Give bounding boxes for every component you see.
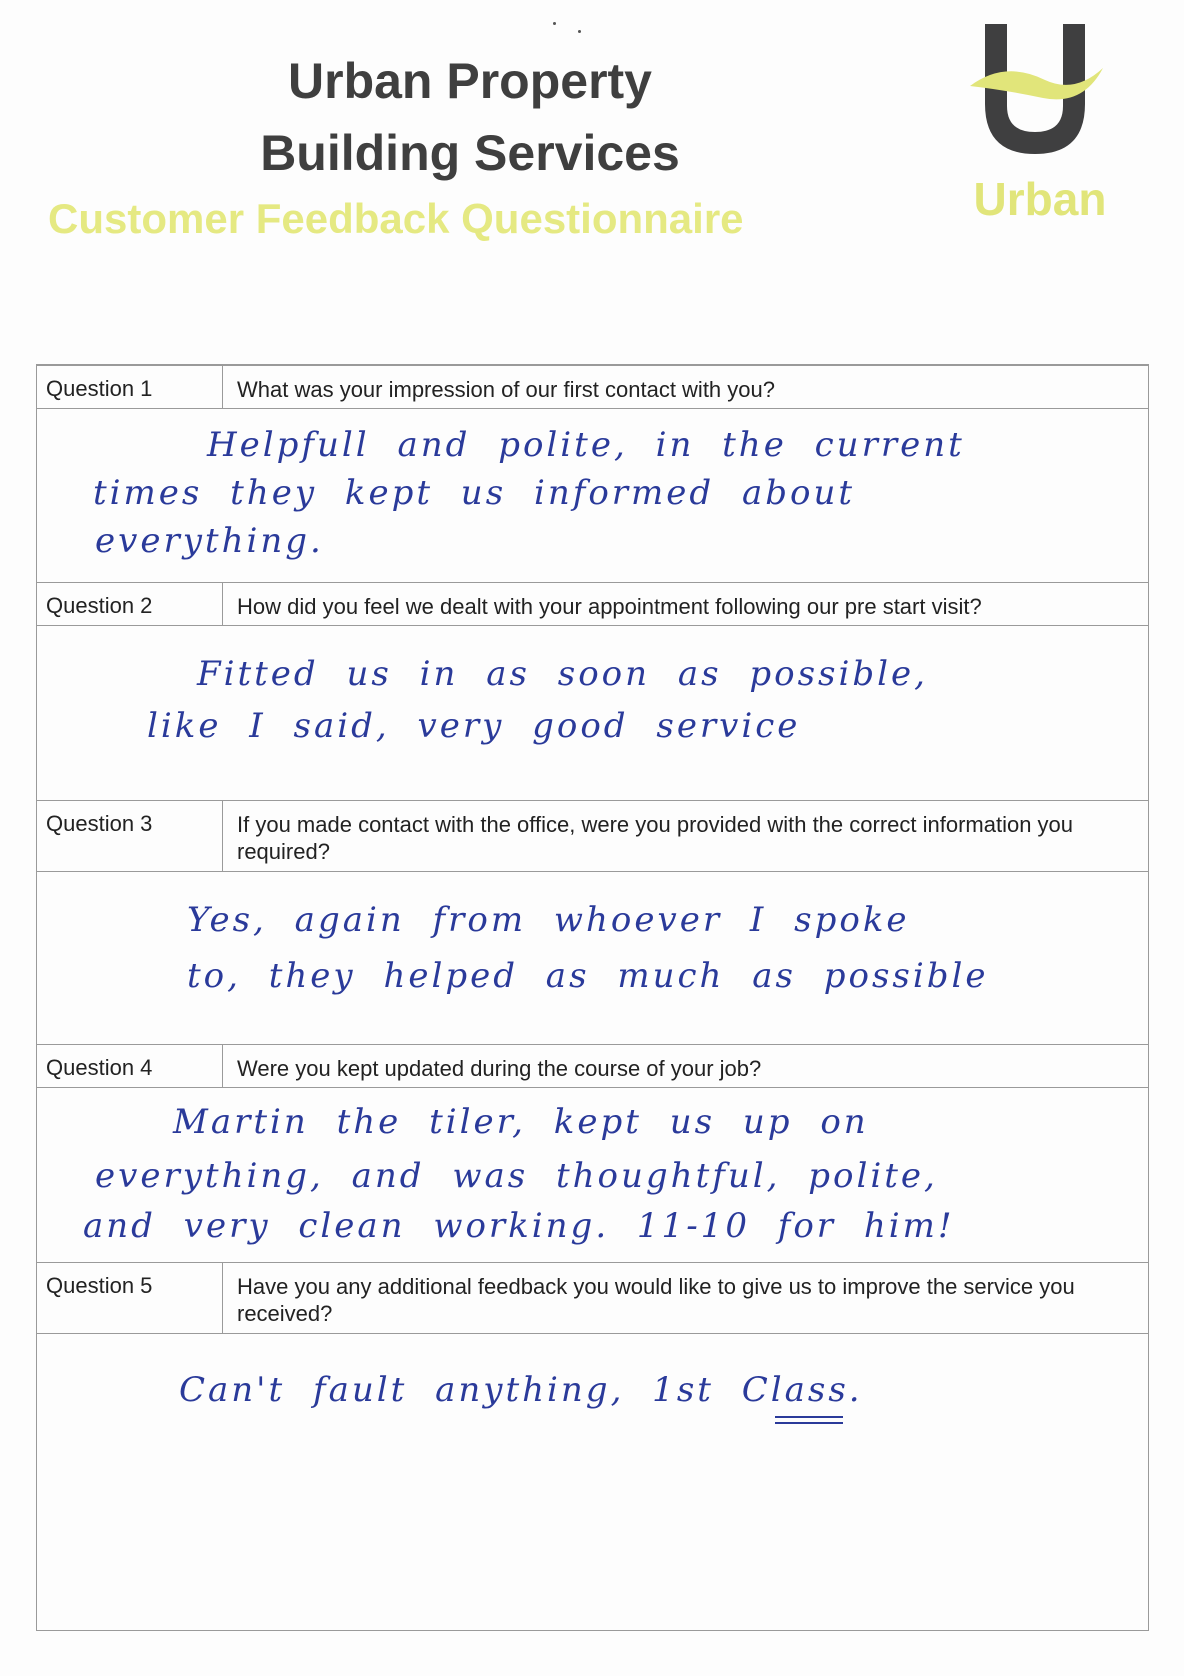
answer-1-box — [37, 409, 1148, 582]
answer-line: Yes, again from whoever I spoke — [187, 900, 910, 940]
answer-line: everything, and was thoughtful, polite, — [95, 1156, 938, 1196]
underline-mark — [775, 1416, 843, 1424]
answer-line: Helpfull and polite, in the current — [207, 425, 965, 465]
answer-line: to, they helped as much as possible — [187, 956, 989, 996]
question-number: Question 1 — [37, 366, 223, 408]
question-5-row — [37, 1262, 1148, 1334]
company-name-line-2: Building Services — [260, 125, 680, 181]
answer-line: Can't fault anything, 1st Class. — [179, 1370, 863, 1410]
answer-line: Martin the tiler, kept us up on — [173, 1102, 869, 1142]
answer-3-box — [37, 872, 1148, 1044]
question-number: Question 5 — [37, 1263, 223, 1333]
answer-line: like I said, very good service — [147, 706, 801, 746]
answer-line: Fitted us in as soon as possible, — [197, 654, 928, 694]
question-number: Question 3 — [37, 801, 223, 871]
answer-line: and very clean working. 11-10 for him! — [83, 1206, 955, 1246]
question-text: What was your impression of our first contact with you? — [237, 377, 775, 402]
question-text: If you made contact with the office, were you provided with the correct information you required? — [237, 812, 1074, 864]
scan-speck — [553, 22, 556, 25]
answer-5-box — [37, 1334, 1148, 1630]
question-1-row — [37, 365, 1148, 409]
answer-2-box — [37, 626, 1148, 800]
question-text: Have you any additional feedback you would like to give us to improve the service you received? — [237, 1274, 1075, 1326]
answer-line: times they kept us informed about — [93, 473, 856, 513]
question-text: How did you feel we dealt with your appointment following our pre start visit? — [237, 594, 982, 619]
urban-u-logo-icon — [965, 24, 1105, 164]
form-subtitle: Customer Feedback Questionnaire — [48, 195, 744, 242]
question-4-row — [37, 1044, 1148, 1088]
scan-speck — [578, 30, 581, 33]
question-number: Question 4 — [37, 1045, 223, 1087]
answer-line: everything. — [95, 521, 324, 561]
question-3-row — [37, 800, 1148, 872]
questionnaire-table — [36, 364, 1149, 1631]
question-number: Question 2 — [37, 583, 223, 625]
company-name-line-1: Urban Property — [288, 53, 652, 109]
question-2-row — [37, 582, 1148, 626]
logo-wordmark: Urban — [973, 173, 1107, 225]
answer-4-box — [37, 1088, 1148, 1262]
question-text: Were you kept updated during the course of your job? — [237, 1056, 762, 1081]
